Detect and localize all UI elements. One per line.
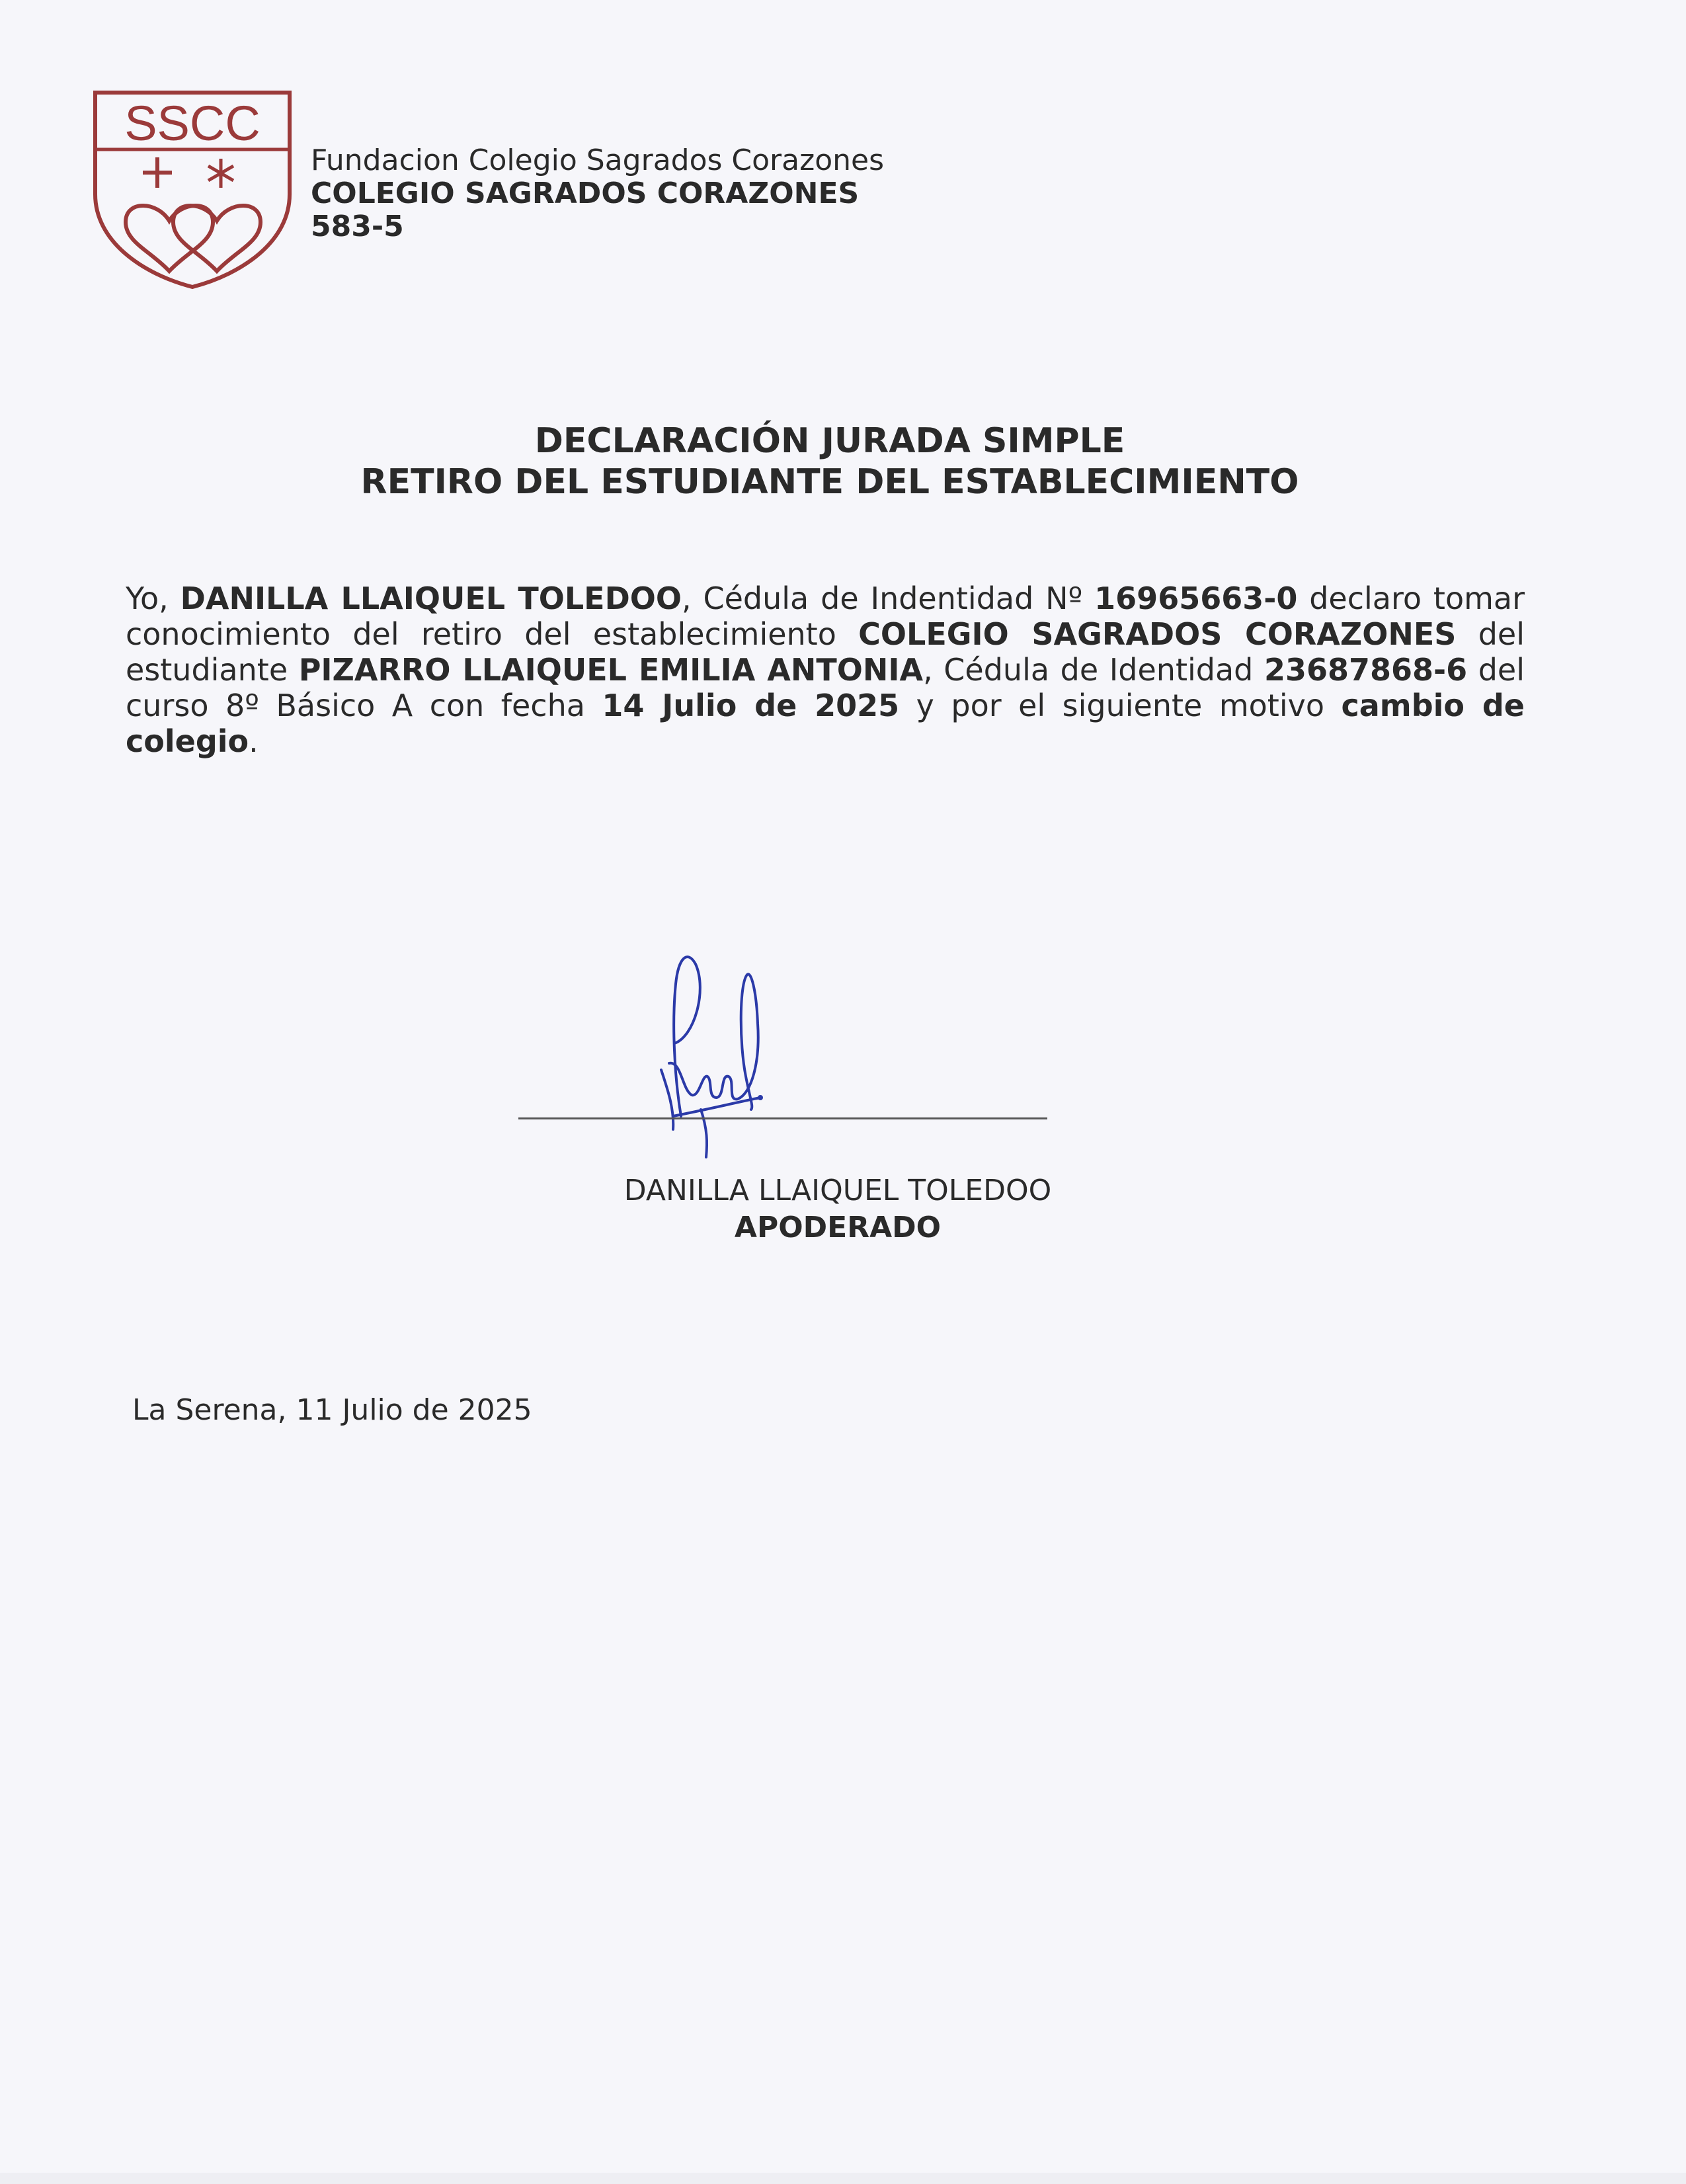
body-text-6: del curso 8º Básico A con fecha	[126, 652, 1525, 723]
body-text-2: , Cédula de Indentidad Nº	[681, 581, 1095, 616]
scan-bottom-edge	[0, 2173, 1686, 2184]
school-code: 583-5	[311, 210, 404, 243]
document-subtitle: RETIRO DEL ESTUDIANTE DEL ESTABLECIMIENTO	[360, 462, 1299, 502]
withdrawal-date: 14 Julio de 2025	[602, 688, 900, 723]
svg-text:SSCC: SSCC	[124, 96, 261, 151]
body-text-8: .	[249, 723, 259, 759]
student-name: PIZARRO LLAIQUEL EMILIA ANTONIA	[298, 652, 924, 688]
signer-role: APODERADO	[734, 1211, 942, 1244]
school-name-inline: COLEGIO SAGRADOS CORAZONES	[858, 616, 1457, 652]
declarant-name: DANILLA LLAIQUEL TOLEDOO	[180, 581, 682, 616]
declarant-id: 16965663-0	[1094, 581, 1298, 616]
handwritten-signature	[635, 944, 800, 1162]
body-text-3: declaro tomar conocimiento del retiro del establecimiento	[126, 581, 1525, 652]
document-title: DECLARACIÓN JURADA SIMPLE	[534, 421, 1125, 461]
body-text-5: , Cédula de Identidad	[923, 652, 1264, 688]
body-text-7: y por el siguiente motivo	[899, 688, 1342, 723]
letterhead	[311, 144, 884, 243]
withdrawal-reason: cambio de colegio	[126, 688, 1525, 759]
place-and-date: La Serena, 11 Julio de 2025	[132, 1393, 532, 1427]
school-name: COLEGIO SAGRADOS CORAZONES	[311, 177, 860, 210]
body-text-1: Yo,	[126, 581, 181, 616]
signature-line	[518, 1117, 1047, 1119]
foundation-name: Fundacion Colegio Sagrados Corazones	[311, 143, 885, 177]
student-id: 23687868-6	[1264, 652, 1468, 688]
signer-name: DANILLA LLAIQUEL TOLEDOO	[623, 1174, 1052, 1207]
school-crest-logo	[91, 89, 294, 290]
declaration-paragraph	[126, 581, 1525, 759]
body-text-4: del estudiante	[126, 616, 1525, 688]
